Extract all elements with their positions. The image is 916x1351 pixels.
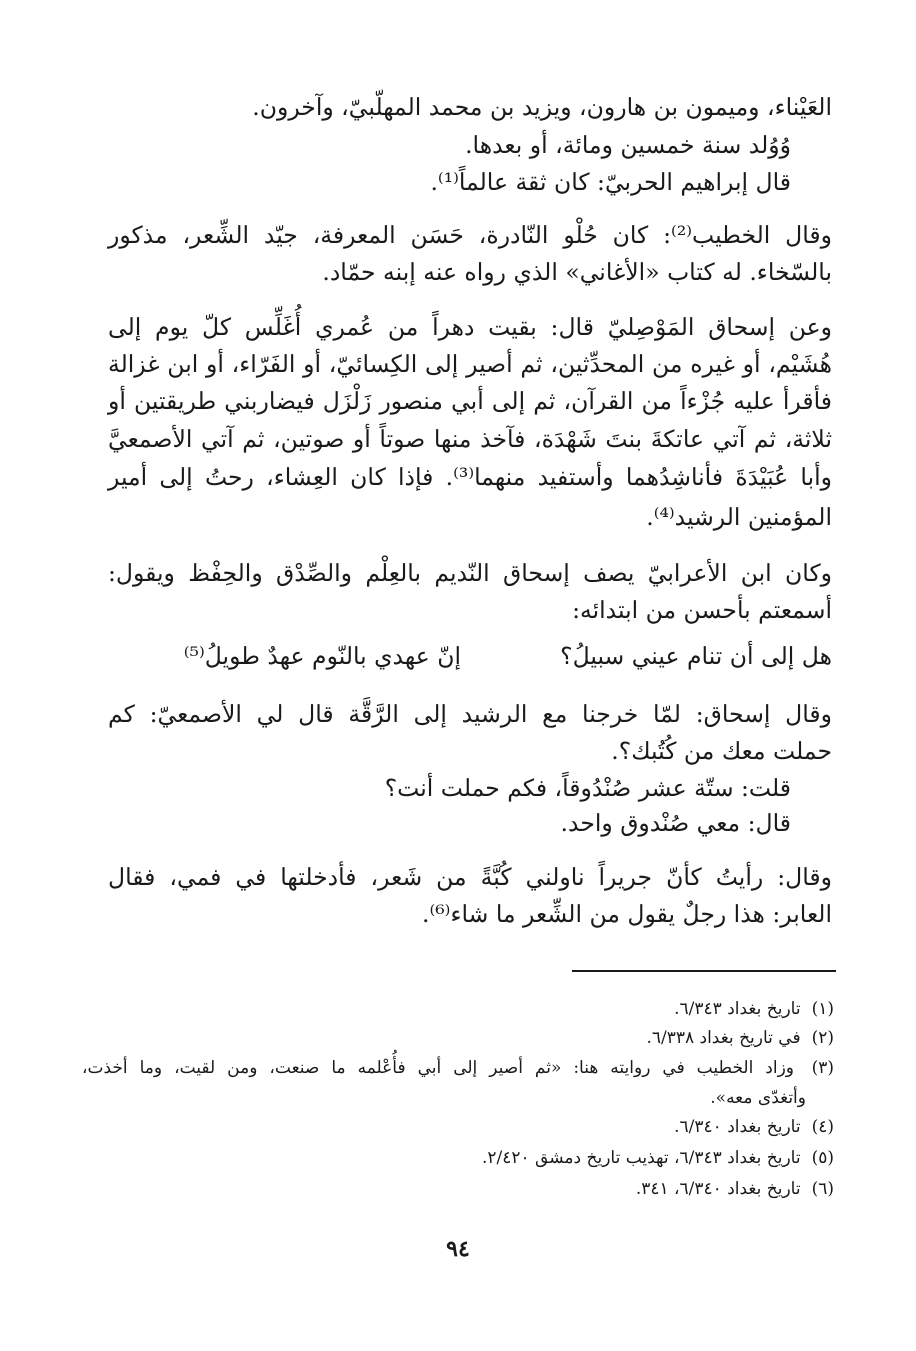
footnote-5 bbox=[482, 1145, 834, 1171]
text-line: وقال الخطيب⁽²⁾: كان حُلْو النّادرة، حَسَن المعرفة، جيّد الشِّعر، مذكور bbox=[108, 221, 832, 249]
text-line: العَيْناء، وميمون بن هارون، ويزيد بن محمد المهلّبيّ، وآخرون. bbox=[252, 93, 832, 121]
text-line: فأقرأ عليه جُزْءاً من القرآن، ثم إلى أبي منصور زَلْزَل فيضاربني طريقتين أو bbox=[108, 387, 832, 415]
text-line: قلت: ستّة عشر صُنْدُوقاً، فكم حملت أنت؟ bbox=[384, 774, 791, 802]
text-line: قال إبراهيم الحربيّ: كان ثقة عالماً⁽¹⁾. bbox=[430, 168, 791, 196]
verse-first-hemistich: هل إلى أن تنام عيني سبيلُ؟ bbox=[560, 642, 832, 670]
footnote-3 bbox=[82, 1055, 834, 1081]
text-line: المؤمنين الرشيد⁽⁴⁾. bbox=[646, 503, 832, 531]
footnote-number: (٢) bbox=[811, 1028, 834, 1048]
footnote-1 bbox=[674, 996, 834, 1022]
text-line: بالسّخاء. له كتاب «الأغاني» الذي رواه عنه إبنه حمّاد. bbox=[322, 258, 832, 286]
footnote-number: (١) bbox=[811, 999, 834, 1019]
text-line: وكان ابن الأعرابيّ يصف إسحاق النّديم بالعِلْم والصِّدْق والحِفْظ ويقول: bbox=[108, 559, 832, 587]
text-line: وأبا عُبَيْدَةَ فأناشِدُهما وأستفيد منهما⁽³⁾. فإذا كان العِشاء، رحتُ إلى أمير bbox=[108, 463, 832, 491]
footnote-text: تاريخ بغداد ٦/٣٤٣. bbox=[674, 999, 801, 1019]
text-line: أسمعتم بأحسن من ابتدائه: bbox=[572, 596, 832, 624]
footnote-text: تاريخ بغداد ٦/٣٤٠. bbox=[674, 1117, 801, 1137]
footnote-number: (٥) bbox=[811, 1148, 834, 1168]
text-line: وُوُلد سنة خمسين ومائة، أو بعدها. bbox=[465, 131, 791, 159]
text-line: حملت معك من كُتُبك؟. bbox=[611, 737, 832, 765]
footnote-text: في تاريخ بغداد ٦/٣٣٨. bbox=[646, 1028, 801, 1048]
footnote-text: وزاد الخطيب في روايته هنا: «ثم أصير إلى أبي فأُعْلمه ما صنعت، ومن لقيت، وما أخذت، bbox=[82, 1058, 795, 1078]
footnote-text: تاريخ بغداد ٦/٣٤٠، ٣٤١. bbox=[635, 1179, 801, 1199]
footnote-text: وأتغدّى معه». bbox=[710, 1088, 806, 1108]
footnote-number: (٦) bbox=[811, 1179, 834, 1199]
text-line: العابر: هذا رجلٌ يقول من الشِّعر ما شاء⁽⁶⁾. bbox=[422, 900, 832, 928]
footnote-text: تاريخ بغداد ٦/٣٤٣، تهذيب تاريخ دمشق ٢/٤٢٠. bbox=[481, 1148, 801, 1168]
footnote-number: (٤) bbox=[811, 1117, 834, 1137]
text-line: هُشَيْم، أو غيره من المحدِّثين، ثم أصير إلى الكِسائيّ، أو الفَرّاء، أو ابن غزالة bbox=[108, 350, 832, 378]
footnote-3-continuation bbox=[710, 1085, 806, 1111]
footnote-2 bbox=[646, 1025, 834, 1051]
footnote-6 bbox=[636, 1176, 834, 1202]
page-number: ٩٤ bbox=[446, 1236, 470, 1262]
text-line: ثلاثة، ثم آتي عاتكةَ بنتَ شَهْدَة، فآخذ منها صوتاً أو صوتين، ثم آتي الأصمعيَّ bbox=[108, 425, 832, 453]
text-line: وقال إسحاق: لمّا خرجنا مع الرشيد إلى الرَّقَّة قال لي الأصمعيّ: كم bbox=[108, 700, 832, 728]
verse-second-hemistich: إنّ عهدي بالنّوم عهدٌ طويلُ⁽⁵⁾ bbox=[183, 642, 461, 670]
footnote-separator bbox=[572, 970, 836, 972]
text-line: قال: معي صُنْدوق واحد. bbox=[560, 809, 791, 837]
text-line: وقال: رأيتُ كأنّ جريراً ناولني كُبَّةً من شَعر، فأدخلتها في فمي، فقال bbox=[108, 863, 832, 891]
footnote-4 bbox=[674, 1114, 834, 1140]
footnote-number: (٣) bbox=[811, 1058, 834, 1078]
text-line: وعن إسحاق المَوْصِليّ قال: بقيت دهراً من عُمري أُغَلِّس كلّ يوم إلى bbox=[108, 313, 832, 341]
